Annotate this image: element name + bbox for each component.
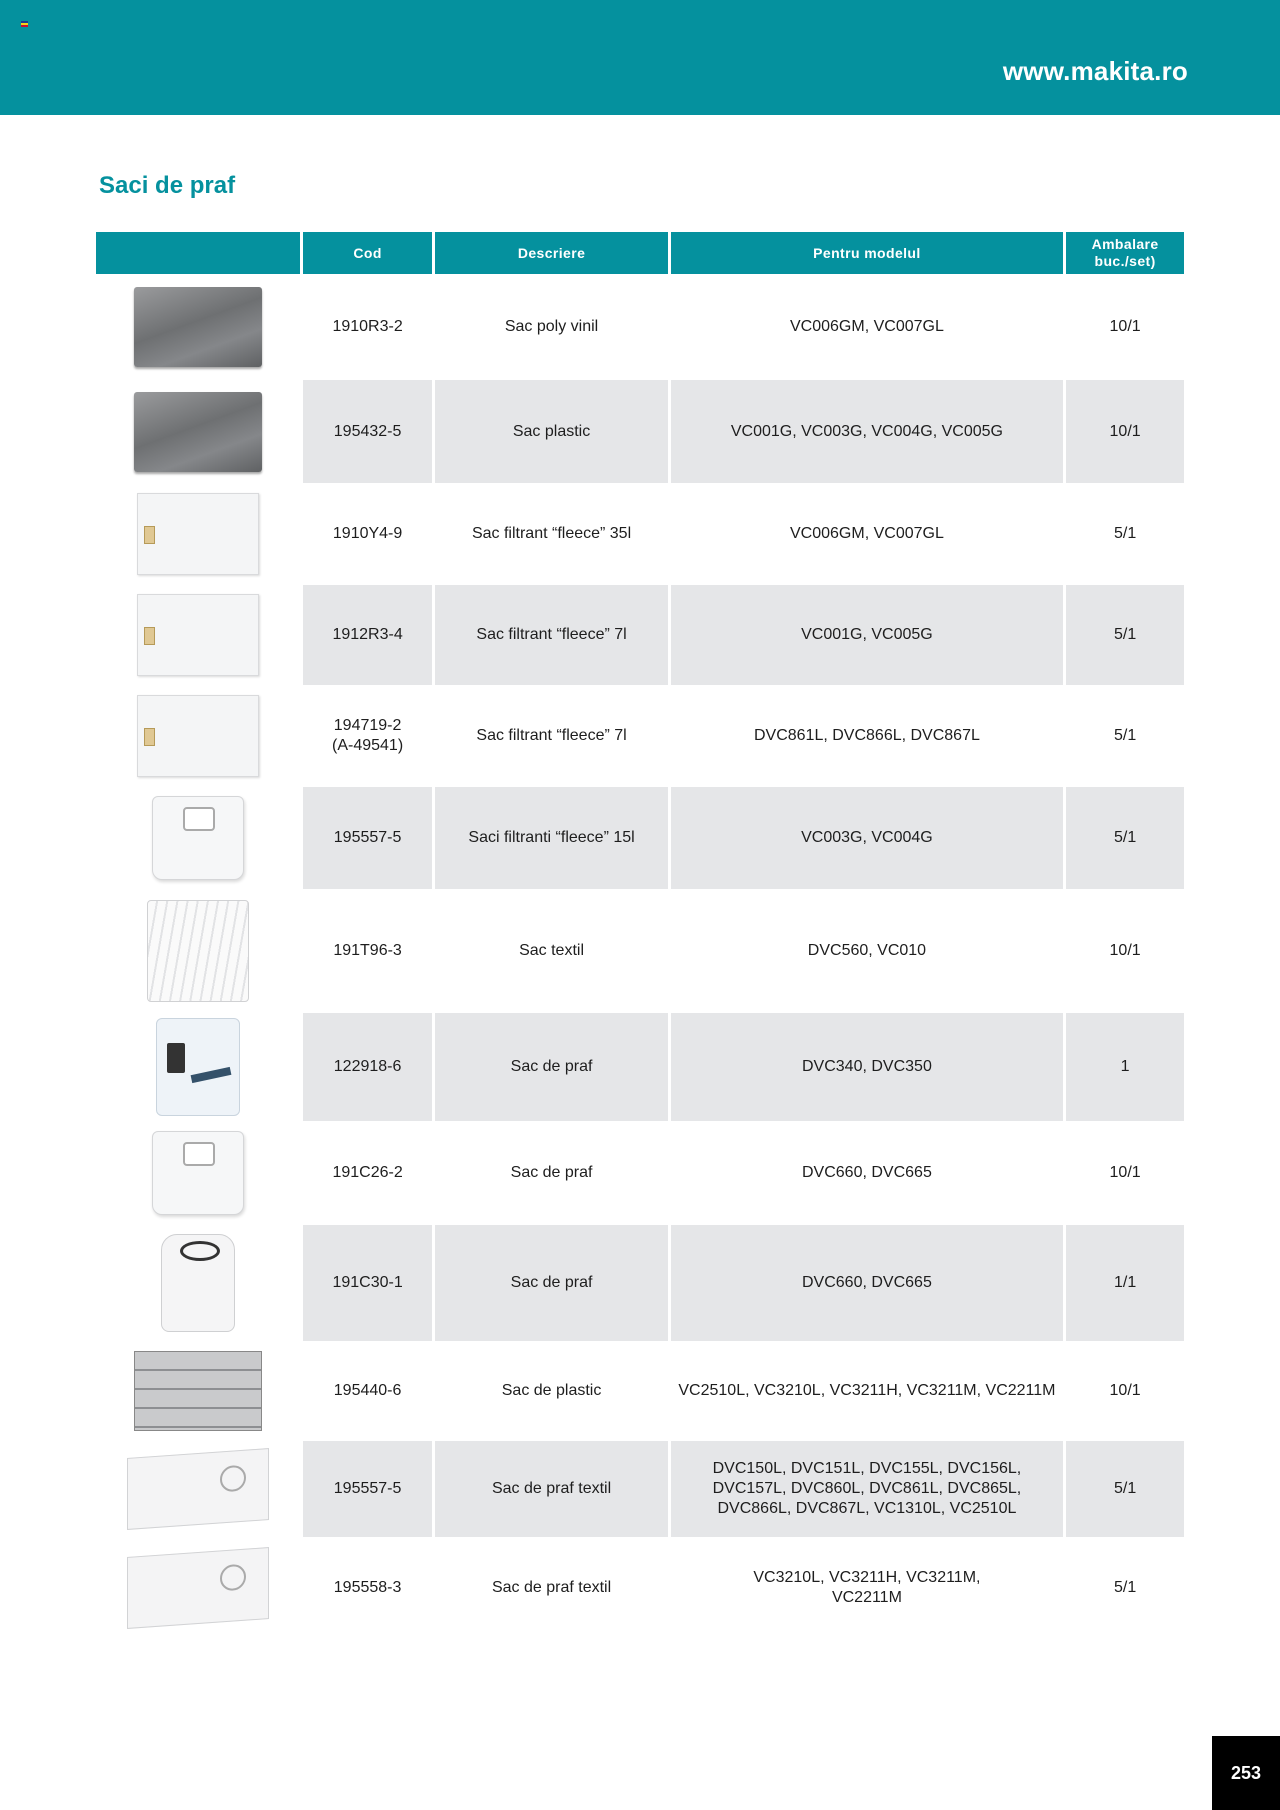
- table-row: [96, 380, 1184, 483]
- product-packaging: 5/1: [1066, 787, 1184, 889]
- product-image-cell: [96, 585, 300, 685]
- product-code: 1910Y4-9: [332, 525, 403, 542]
- table-row: [96, 787, 1184, 889]
- product-image: [161, 1234, 235, 1332]
- product-packaging: 5/1: [1066, 1441, 1184, 1537]
- product-description: Sac textil: [519, 942, 585, 959]
- product-description: Sac filtrant “fleece” 7l: [476, 727, 627, 744]
- product-models: VC3210L, VC3211H, VC3211M, VC2211M: [753, 1569, 981, 1606]
- romania-flag-icon: [21, 21, 28, 27]
- table-row: [96, 1441, 1184, 1537]
- product-models: VC006GM, VC007GL: [790, 318, 944, 335]
- product-models: VC001G, VC005G: [671, 585, 1064, 685]
- product-code: 191C26-2: [332, 1164, 403, 1181]
- product-image-cell: [96, 274, 300, 380]
- product-description: Sac filtrant “fleece” 35l: [471, 525, 632, 542]
- product-models: VC001G, VC003G, VC004G, VC005G: [671, 380, 1064, 483]
- product-packaging: 10/1: [1066, 380, 1184, 483]
- product-image: [127, 1547, 269, 1629]
- table-row: [96, 1121, 1184, 1225]
- product-packaging: 1/1: [1066, 1225, 1184, 1341]
- product-packaging: 5/1: [1113, 727, 1137, 744]
- product-code: 195557-5: [303, 1441, 433, 1537]
- table-row: [96, 585, 1184, 685]
- product-description: Sac de praf textil: [491, 1579, 612, 1596]
- product-code: 191T96-3: [333, 942, 402, 959]
- product-image: [134, 1351, 262, 1431]
- page-header: [0, 0, 1280, 115]
- product-table: [93, 232, 1187, 1639]
- product-description: Sac de praf: [510, 1164, 593, 1181]
- product-code: 195432-5: [303, 380, 433, 483]
- product-description: Sac filtrant “fleece” 7l: [435, 585, 667, 685]
- product-description: Sac poly vinil: [504, 318, 599, 335]
- product-models: VC2510L, VC3210L, VC3211H, VC3211M, VC2211M: [678, 1382, 1056, 1399]
- product-image: [137, 493, 259, 575]
- product-models: VC006GM, VC007GL: [790, 525, 944, 542]
- column-header-cod: Cod: [303, 232, 433, 274]
- product-code: 195558-3: [333, 1579, 402, 1596]
- product-image: [147, 900, 249, 1002]
- product-code: 195440-6: [333, 1382, 402, 1399]
- table-row: [96, 1225, 1184, 1341]
- product-code: 1912R3-4: [303, 585, 433, 685]
- product-image-cell: [96, 685, 300, 787]
- product-packaging: 10/1: [1109, 1382, 1141, 1399]
- page-number: 253: [1212, 1736, 1280, 1810]
- product-image: [134, 287, 262, 367]
- product-packaging: 10/1: [1109, 318, 1141, 335]
- product-models: DVC560, VC010: [807, 942, 927, 959]
- product-description: Sac de praf: [435, 1225, 667, 1341]
- product-code: 122918-6: [303, 1013, 433, 1121]
- table-row: [96, 889, 1184, 1013]
- table-row: [96, 685, 1184, 787]
- product-models: DVC660, DVC665: [671, 1225, 1064, 1341]
- product-image: [152, 796, 244, 880]
- product-packaging: 10/1: [1109, 1164, 1141, 1181]
- product-image-cell: [96, 889, 300, 1013]
- product-image: [127, 1448, 269, 1530]
- product-image-cell: [96, 1225, 300, 1341]
- product-image-cell: [96, 1341, 300, 1441]
- product-image: [137, 695, 259, 777]
- product-packaging: 5/1: [1113, 1579, 1137, 1596]
- column-header-descriere: Descriere: [435, 232, 667, 274]
- column-header-ambalare: Ambalare buc./set): [1066, 232, 1184, 274]
- product-image-cell: [96, 1441, 300, 1537]
- table-body: [96, 274, 1184, 1639]
- product-image: [152, 1131, 244, 1215]
- product-models: DVC861L, DVC866L, DVC867L: [753, 727, 980, 744]
- product-packaging: 5/1: [1066, 585, 1184, 685]
- table-row: [96, 1341, 1184, 1441]
- product-image: [156, 1018, 240, 1116]
- product-description: Sac de praf: [435, 1013, 667, 1121]
- product-models: DVC340, DVC350: [671, 1013, 1064, 1121]
- product-packaging: 10/1: [1109, 942, 1141, 959]
- product-models: VC003G, VC004G: [671, 787, 1064, 889]
- product-models: DVC150L, DVC151L, DVC155L, DVC156L, DVC157L, DVC860L, DVC861L, DVC865L, DVC866L, DVC867L, VC1310L, VC2510L: [671, 1441, 1064, 1537]
- product-description: Sac de praf textil: [435, 1441, 667, 1537]
- product-image-cell: [96, 1537, 300, 1639]
- product-packaging: 1: [1066, 1013, 1184, 1121]
- product-image-cell: [96, 787, 300, 889]
- product-image: [137, 594, 259, 676]
- product-models: DVC660, DVC665: [802, 1164, 932, 1181]
- product-code: 194719-2 (A-49541): [332, 717, 404, 754]
- product-code: 195557-5: [303, 787, 433, 889]
- table-header-row: [96, 232, 1184, 274]
- product-image-cell: [96, 1121, 300, 1225]
- product-description: Sac plastic: [435, 380, 667, 483]
- product-image-cell: [96, 483, 300, 585]
- page-title: Saci de praf: [99, 172, 236, 199]
- table-row: [96, 1013, 1184, 1121]
- product-image-cell: [96, 380, 300, 483]
- column-header-model: Pentru modelul: [671, 232, 1064, 274]
- product-image: [134, 392, 262, 472]
- product-description: Saci filtranti “fleece” 15l: [435, 787, 667, 889]
- column-header-image: [96, 232, 300, 274]
- product-image-cell: [96, 1013, 300, 1121]
- product-code: 1910R3-2: [332, 318, 403, 335]
- product-code: 191C30-1: [303, 1225, 433, 1341]
- product-packaging: 5/1: [1113, 525, 1137, 542]
- table-row: [96, 1537, 1184, 1639]
- table-row: [96, 483, 1184, 585]
- product-description: Sac de plastic: [501, 1382, 602, 1399]
- site-url[interactable]: www.makita.ro: [1002, 56, 1188, 86]
- table-row: [96, 274, 1184, 380]
